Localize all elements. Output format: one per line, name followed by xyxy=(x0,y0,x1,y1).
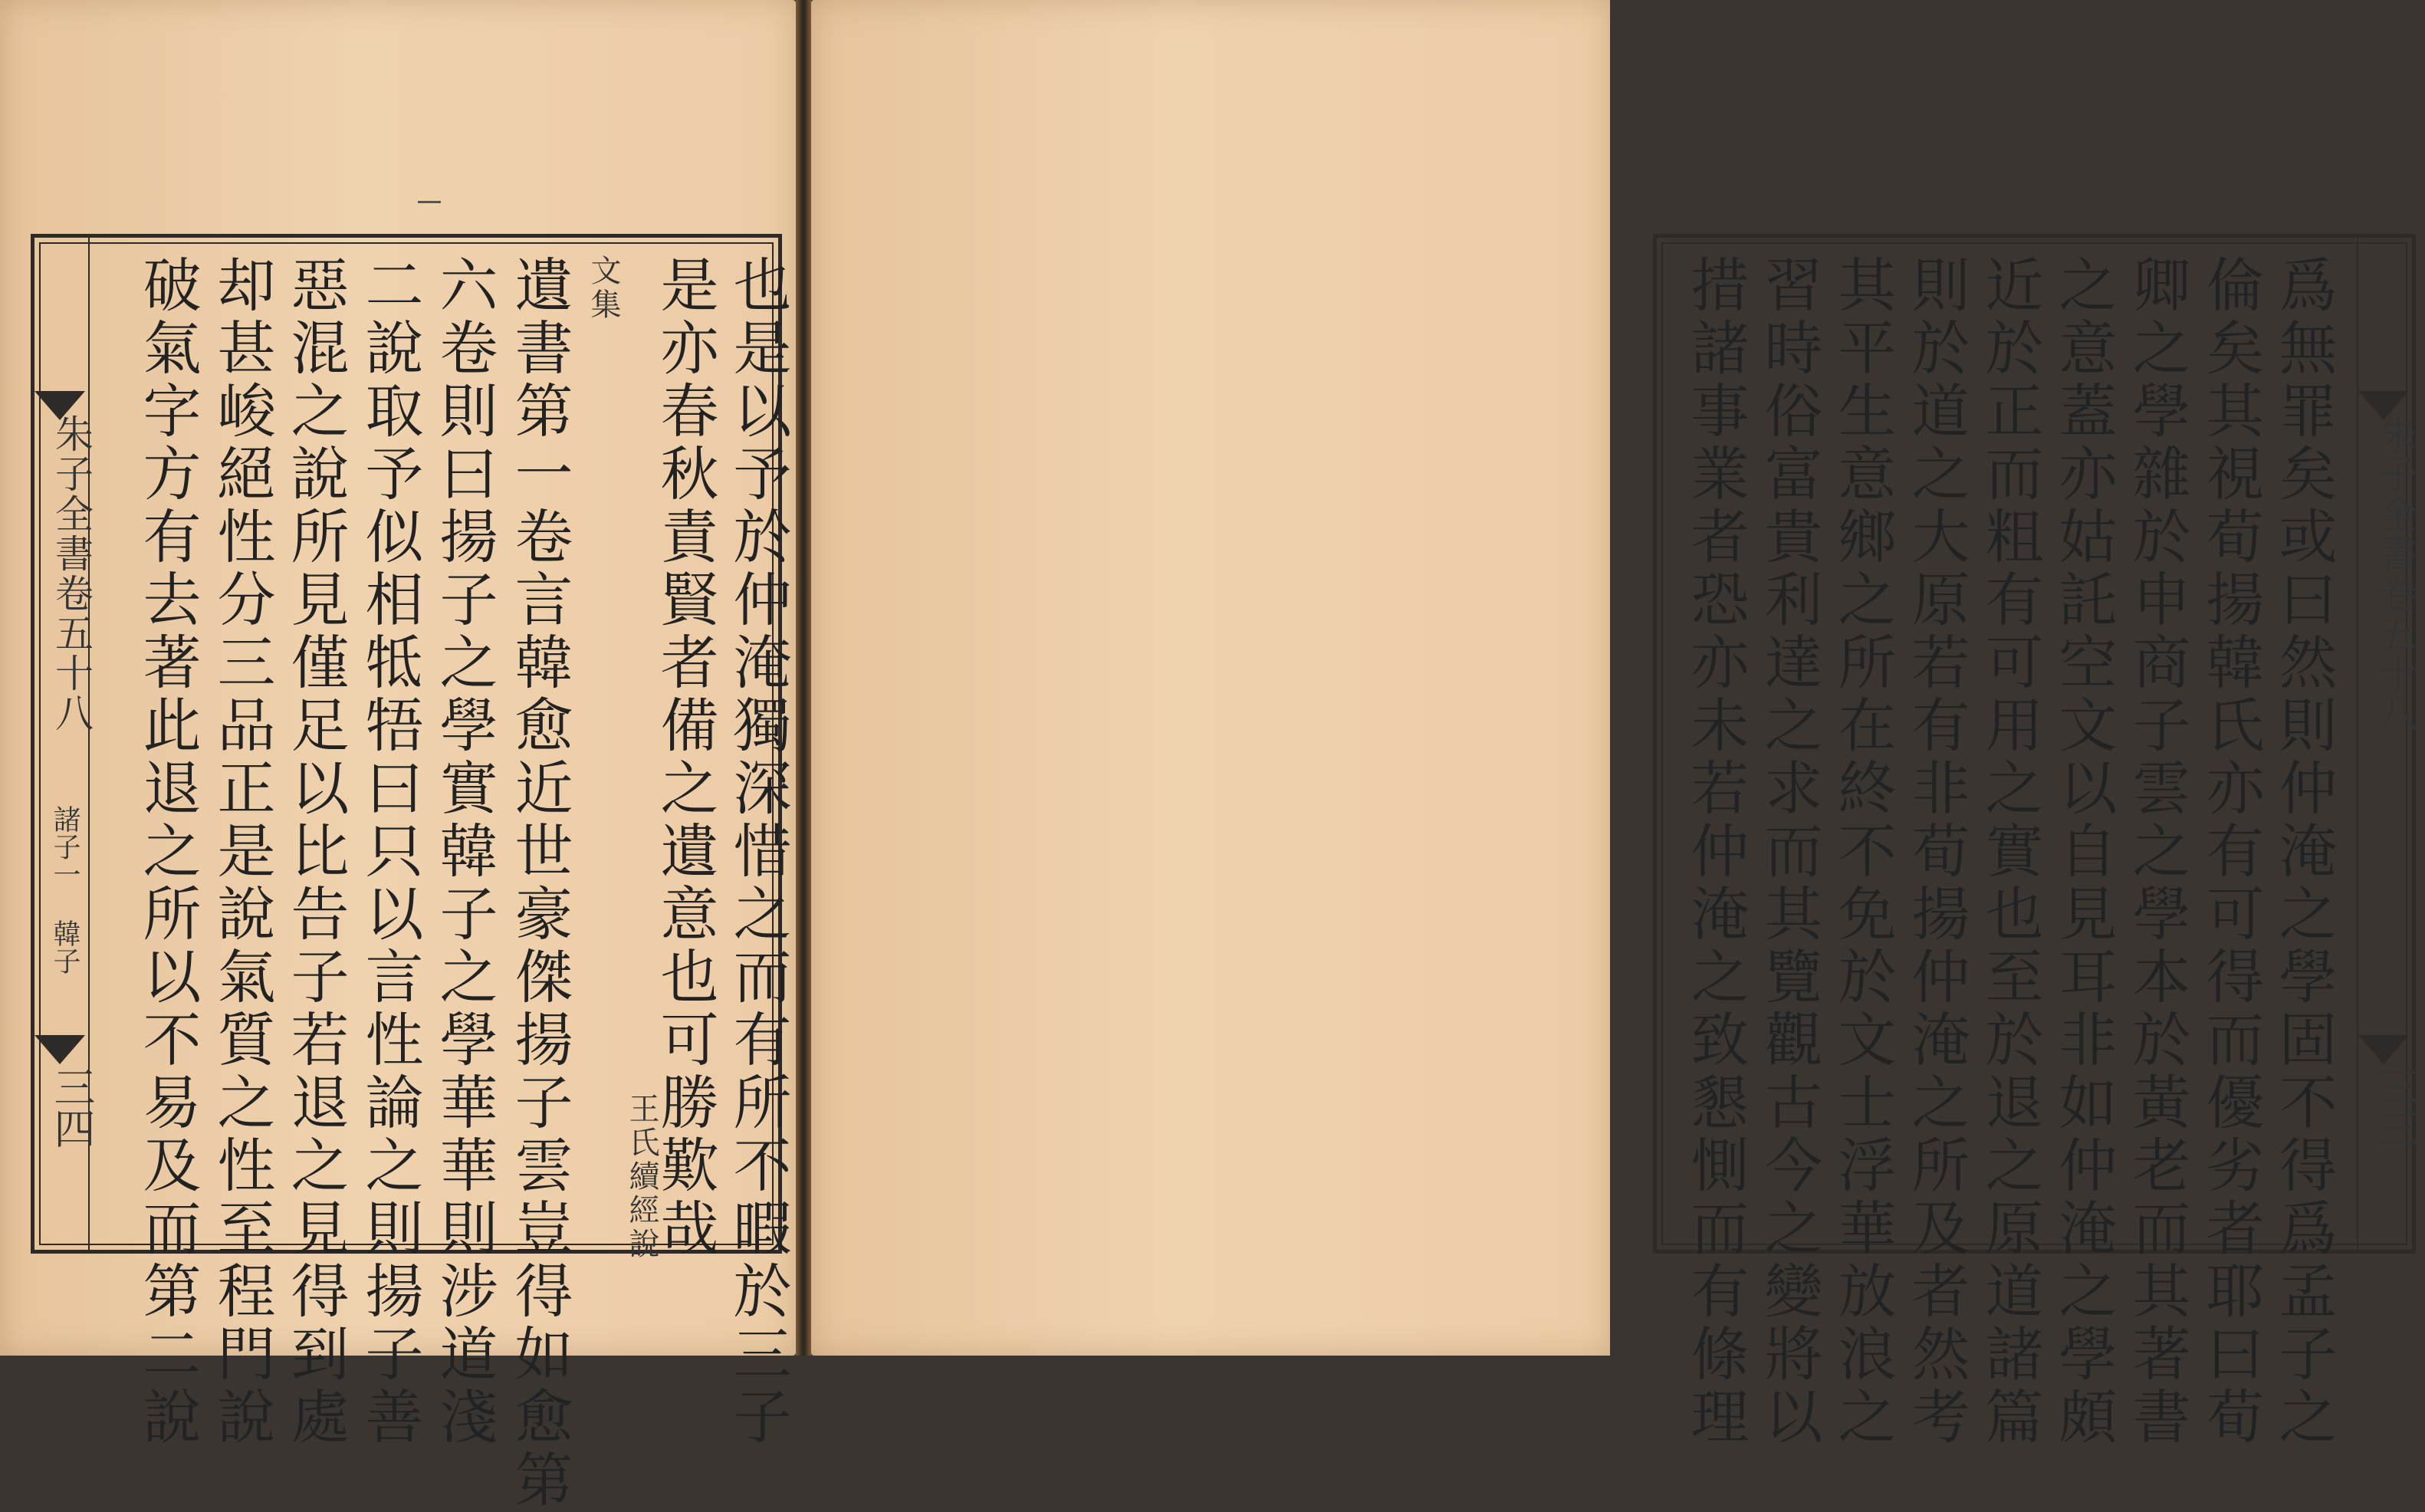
left-note-1: 王氏續經說 xyxy=(624,1093,659,1261)
right-col-6: 則於道之大原若有非荀揚仲淹之所及者然考 xyxy=(1902,255,1970,1449)
right-banxin-title: 朱子全書卷五十八 xyxy=(2373,414,2417,733)
left-page-number: 三四 xyxy=(48,1066,96,1149)
left-banxin-title: 朱子全書卷五十八 xyxy=(49,414,94,733)
right-col-9: 措諸事業者恐亦未若仲淹之致懇惻而有條理 xyxy=(1681,255,1750,1449)
left-banxin-section: 諸子一 韓子 xyxy=(49,805,81,975)
right-col-4: 之意蓋亦姑託空文以自見耳非如仲淹之學頗 xyxy=(2049,255,2118,1449)
left-col-2: 是亦春秋責賢者備之遺意也可勝歎哉 xyxy=(651,255,719,1261)
left-col-4: 六卷則曰揚子之學實韓子之學華華則涉道淺 xyxy=(430,255,498,1449)
book-gutter xyxy=(796,0,811,1356)
right-text-frame xyxy=(1653,234,2420,1449)
left-col-7: 却甚峻絕性分三品正是說氣質之性至程門說 xyxy=(208,255,276,1449)
left-col-5: 二說取予似相牴牾曰只以言性論之則揚子善 xyxy=(356,255,424,1449)
right-col-3: 卿之學雜於申商子雲之學本於黃老而其著書 xyxy=(2123,255,2191,1449)
left-col-3: 遺書第一卷言韓愈近世豪傑揚子雲豈得如愈第 xyxy=(505,255,573,1512)
right-col-2: 倫矣其視荀揚韓氏亦有可得而優劣者耶曰荀 xyxy=(2197,255,2265,1449)
left-col-6: 惡混之說所見僅足以比告子若退之見得到處 xyxy=(281,255,350,1449)
left-note-2: 文集 xyxy=(586,255,621,322)
left-banxin xyxy=(33,238,96,1250)
right-col-8: 習時俗富貴利達之求而其覽觀古今之變將以 xyxy=(1755,255,1823,1449)
right-col-1: 爲無罪矣或曰然則仲淹之學固不得爲孟子之 xyxy=(2269,255,2338,1449)
fish-tail-mark xyxy=(35,1035,85,1066)
left-page xyxy=(0,0,796,1512)
right-page xyxy=(811,0,2420,1449)
left-col-1: 也是以予於仲淹獨深惜之而有所不暇於三子 xyxy=(724,255,792,1449)
right-page-number: 三三 xyxy=(2371,1066,2420,1149)
ink-mark xyxy=(418,201,441,203)
right-col-7: 其平生意鄉之所在終不免於文士浮華放浪之 xyxy=(1829,255,1897,1449)
right-col-5: 近於正而粗有可用之實也至於退之原道諸篇 xyxy=(1976,255,2044,1449)
left-col-8: 破氣字方有去著此退之所以不易及而第二說 xyxy=(133,255,202,1449)
left-text-frame xyxy=(31,234,792,1512)
right-banxin xyxy=(2357,238,2420,1250)
fish-tail-mark xyxy=(2358,1035,2409,1066)
